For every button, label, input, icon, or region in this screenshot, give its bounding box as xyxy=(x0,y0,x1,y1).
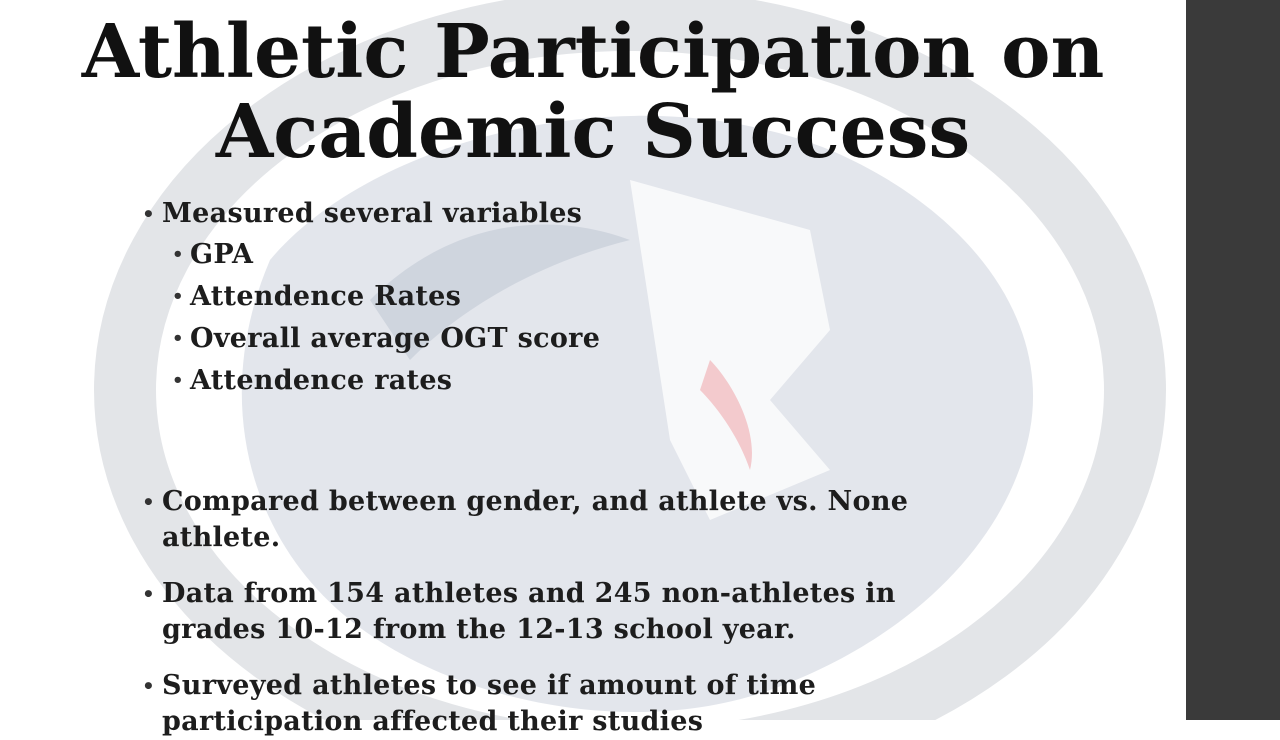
sub-bullet-item: • Overall average OGT score xyxy=(142,318,1002,360)
bullet-item: • Compared between gender, and athlete vs. None athlete. xyxy=(142,484,1002,556)
slide-title xyxy=(0,9,1186,175)
bullet-item: • Measured several variables xyxy=(142,196,1002,232)
sub-bullet-item: • Attendence rates xyxy=(142,360,1002,402)
sub-bullet-item: • Attendence Rates xyxy=(142,276,1002,318)
slide-title-line-2: Academic Success xyxy=(215,89,971,175)
right-sidebar-bar xyxy=(1186,0,1280,720)
slide-title-line-1: Athletic Participation on xyxy=(81,9,1105,95)
bullet-item: • Surveyed athletes to see if amount of time participation affected their studies xyxy=(142,668,1002,740)
bullet-list xyxy=(142,196,1002,740)
sub-bullet-item: • GPA xyxy=(142,234,1002,276)
bullet-item: • Data from 154 athletes and 245 non-athletes in grades 10-12 from the 12-13 school year. xyxy=(142,576,1002,648)
